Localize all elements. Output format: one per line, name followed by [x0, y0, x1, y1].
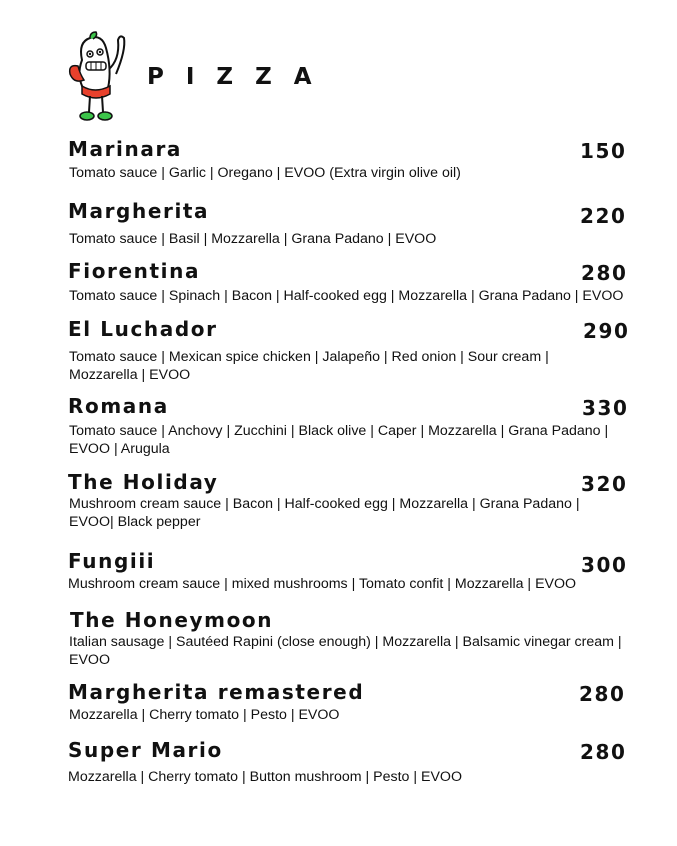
item-description: Mozzarella | Cherry tomato | Pesto | EVOO [69, 707, 340, 723]
item-description: Mushroom cream sauce | Bacon | Half-cooked egg | Mozzarella | Grana Padano | EVOO| Black pepper [69, 496, 580, 530]
item-description: Tomato sauce | Mexican spice chicken | Jalapeño | Red onion | Sour cream | Mozzarella | EVOO [69, 349, 549, 383]
item-name: El Luchador [68, 317, 218, 341]
item-description: Tomato sauce | Anchovy | Zucchini | Black olive | Caper | Mozzarella | Grana Padano | EVOO | Arugula [69, 423, 609, 457]
item-name: Fungiii [68, 549, 156, 573]
item-price: 290 [583, 319, 630, 343]
item-price: 280 [579, 682, 626, 706]
item-description: Tomato sauce | Spinach | Bacon | Half-cooked egg | Mozzarella | Grana Padano | EVOO [69, 288, 624, 304]
item-description: Tomato sauce | Garlic | Oregano | EVOO (Extra virgin olive oil) [69, 165, 461, 181]
item-description: Mozzarella | Cherry tomato | Button mushroom | Pesto | EVOO [68, 769, 463, 785]
item-price: 280 [580, 740, 627, 764]
menu-title: PIZZA [147, 64, 334, 90]
item-name: Romana [68, 394, 169, 418]
item-price: 150 [580, 139, 627, 163]
item-name: Margherita remastered [68, 680, 365, 704]
item-description: Mushroom cream sauce | mixed mushrooms | Tomato confit | Mozzarella | EVOO [68, 576, 577, 592]
mascot-logo [60, 30, 130, 125]
item-description: Tomato sauce | Basil | Mozzarella | Grana Padano | EVOO [69, 231, 437, 247]
item-price: 300 [581, 553, 628, 577]
item-price: 320 [581, 472, 628, 496]
item-name: Marinara [68, 137, 183, 161]
item-price: 280 [581, 261, 628, 285]
item-price: 330 [582, 396, 629, 420]
item-name: Super Mario [68, 738, 223, 762]
item-name: The Honeymoon [70, 608, 274, 632]
item-name: The Holiday [68, 470, 219, 494]
item-name: Fiorentina [68, 259, 201, 283]
item-name: Margherita [68, 199, 210, 223]
item-description: Italian sausage | Sautéed Rapini (close enough) | Mozzarella | Balsamic vinegar cream | EVOO [69, 634, 622, 668]
item-price: 220 [580, 204, 627, 228]
